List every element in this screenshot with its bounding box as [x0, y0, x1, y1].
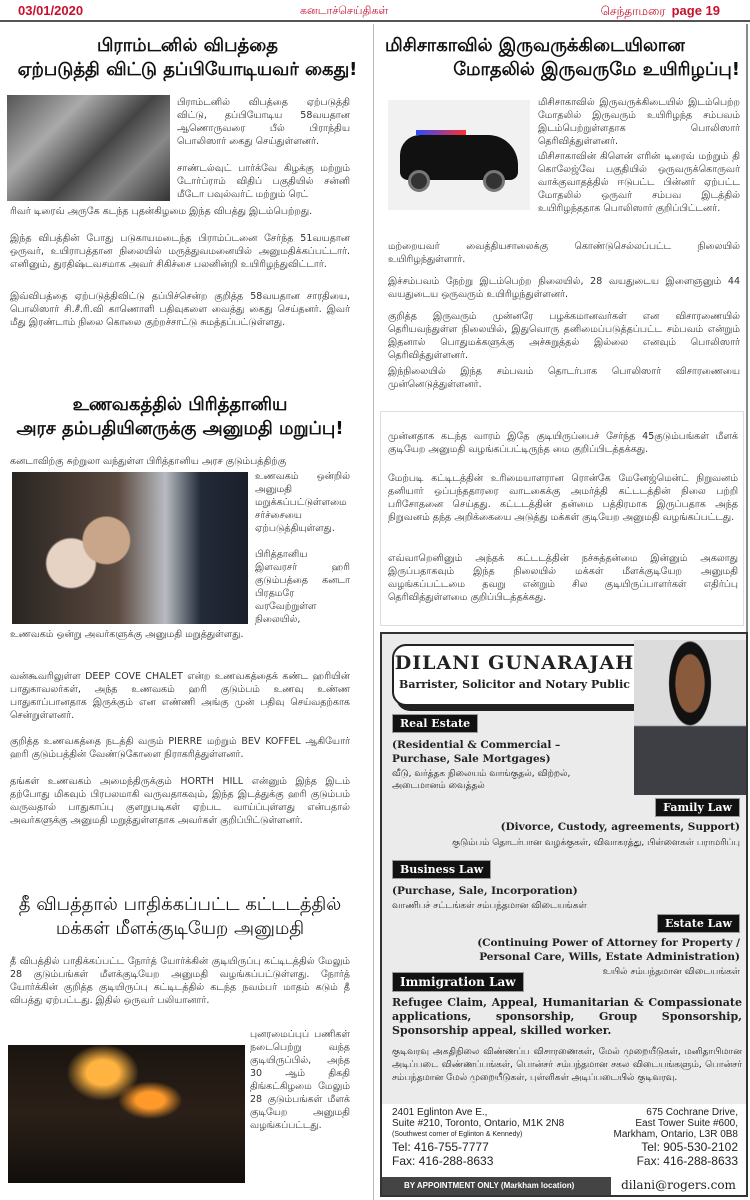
office-address: 2401 Eglinton Ave E., [392, 1107, 488, 1118]
service-desc-tamil: வாணிபச் சட்டங்கள் சம்பந்தமான விடையங்கள் [392, 901, 587, 911]
article-text: இவ்விபத்தை ஏற்படுத்திவிட்டு தப்பிச்சென்ற குறித்த 58வயதான சாரதியை, பொலிஸார் சி.சீ.ரி.வி காணொளி பதிவுகளை வைத்து கைது செய்தனர். இவர் மீது இரண்டாம் நிலை கொலை குற்றச்சாட்டு சுமத்தப்பட்டுள்ளது. [10, 291, 350, 328]
appointment-note: BY APPOINTMENT ONLY (Markham location) [404, 1181, 575, 1190]
article-text: உணவகம் ஒன்று அவர்களுக்கு அனுமதி மறுத்துள்ளது. [10, 629, 244, 640]
headline-brampton: பிராம்டனில் விபத்தை ஏற்படுத்தி விட்டு தப்பியோடியவர் கைது! [17, 35, 358, 80]
right-border [746, 24, 748, 634]
service-desc-tamil: குடிவரவு அகதிநிலை விண்ணப்ப விசாரணைகள், மேல் முறையீடுகள், மனிதாபிமான அடிப்படை விண்ணப்பங்கள், பொன்சர் சம்பந்தமான சகல விடையங்களும், பொன்சர் சம்பந்தமான மேல் முறையீடுகள், புள்ளிகள் அடிப்படையில் குடிவரவு. [392, 1047, 742, 1083]
article-text: தங்கள் உணவகம் அமைந்திருக்கும் HORTH HILL என்னும் இந்த இடம் தற்போது மிகவும் பிரபலமாகி வருவதாகவும், இந்த இடத்துக்கு ஹரி குடும்பம் வருவதால் பாதுகாப்பு குளறுபடிகள் ஏற்பட வாய்ப்புள்ளது என்பதால் அவர்களுக்கு அனுமதி மறுத்துள்ளதாக அவர்கள் குறிப்பிட்டுள்ளனர். [10, 776, 350, 826]
article-text: பிரித்தானிய இளவரசர் ஹரி குடும்பத்தை கனடா பிரதமரே வரவேற்றுள்ள நிலையில், [255, 549, 350, 625]
office-address: (Southwest corner of Eglinton & Kennedy) [392, 1131, 523, 1138]
ad-nameplate [392, 644, 637, 706]
office-phone: Tel: 416-755-7777 [392, 1140, 489, 1154]
article-text: குறித்த இருவரும் முன்னரே பழக்கமானவர்கள் என விசாரணையில் தெரியவந்துள்ள நிலையில், இதுவொரு தனிமைப்படுத்தப்பட்ட சம்பவம் என்றும் இதனால் பொதுமக்களுக்கு அச்சுறுத்தல் இல்லை எனவும் பொலிஸார் தெரிவித்துள்ளனர். [388, 311, 740, 361]
tag-estate-law: Estate Law [657, 914, 740, 933]
article-text: மேற்படி கட்டிடத்தின் உரிமையாளரான ரொன்கே மேனேஜ்மென்ட் நிறுவனம் தனியார் ஒப்பந்ததாரரை வாடகைக்கு அமர்த்தி கட்டடத்தின் நிலை பற்றி பரிசோதனை செய்தது. கட்டடத்தின் தன்மை பத்திரமாக இருப்பதாக அந்த நிறுவனம் தந்த அறிக்கையை அடுத்து மக்கள் குடியேற அனுமதி வழங்கப்பட்டது. [388, 473, 738, 523]
service-desc: Refugee Claim, Appeal, Humanitarian & Compassionate applications, sponsorship, Group Sponsorship, Sponsorship appeal, skilled worker. [392, 996, 742, 1037]
ad-contact-footer [382, 1104, 746, 1177]
article-text: மிசிசாகாவின் கிளென் எரின் டிரைவ் மற்றும் தி கொலேஜ்வே பகுதியில் ஒருவருக்கொருவர் வாக்குவாதத்தில் ஈடுபட்ட பின்னர் ஏற்பட்ட மோதலில் ஒருவர் சம்பவ இடத்தில் உயிரிழந்ததாக பொலிஸார் குறிப்பிட்டனர். [538, 151, 740, 214]
article-text: பிராம்டனில் விபத்தை ஏற்படுத்தி விட்டு, தப்பியோடிய 58வயதான ஆணொருவரை பீல் பிராந்திய பொலிஸார் கைது செய்துள்ளனர். [177, 97, 350, 147]
fire-article-continued [380, 411, 744, 626]
article-text: குறித்த உணவகத்தை நடத்தி வரும் PIERRE மற்றும் BEV KOFFEL ஆகியோர் ஹரி குடும்பத்தின் வேண்டுகோளை நிராகரித்துள்ளனர். [10, 736, 350, 760]
paper-name: செந்தாமரை [600, 4, 666, 18]
service-desc: (Purchase, Sale, Incorporation) [392, 885, 578, 897]
article-text: உணவகம் ஒன்றில் அனுமதி மறுக்கப்பட்டுள்ளமை சர்ச்சையை ஏற்படுத்தியுள்ளது. [255, 471, 350, 534]
article-text: இச்சம்பவம் நேற்று இடம்பெற்ற நிலையில், 28 வயதுடைய இளைஞனும் 44 வயதுடைய ஒருவரும் உயிரிழந்துள்ளனர். [388, 276, 740, 300]
office-address: Suite #210, Toronto, Ontario, M1K 2N8 [392, 1118, 565, 1129]
article-text: எவ்வாறெனினும் அந்தக் கட்டடத்தின் நச்சுத்தன்மை இன்னும் அகலாது இருப்பதாகவும் இந்த நிலையில் மக்கள் மீளக்குடியேற அனுமதி வழங்கப்பட்டமை தவறு என்றும் சில குடியிருப்பாளர்கள் எதிர்ப்பு தெரிவித்துள்ளமை குறிப்பிடத்தக்கது. [388, 553, 738, 603]
headline-mississauga: மிசிசாகாவில் இருவருக்கிடையிலான மோதலில் இருவருமே உயிரிழப்பு! [385, 35, 740, 80]
office-fax: Fax: 416-288-8633 [392, 1154, 494, 1168]
tag-real-estate: Real Estate [392, 714, 478, 733]
service-desc-tamil: வீடு, வர்த்தக நிலையம் வாங்குதல், விற்றல், அடைமானம் வைத்தல் [392, 769, 571, 791]
office-address: 675 Cochrane Drive, [646, 1107, 738, 1118]
article-text: முன்னதாக கடந்த வாரம் இதே குடியிருப்பைச் சேர்ந்த 45குடும்பங்கள் மீளக் குடியேற அனுமதி வழங்கப்பட்டிருந்த மை குறிப்பிடத்தக்கது. [388, 431, 738, 455]
tag-immigration-law: Immigration Law [392, 972, 524, 992]
article-text: மிசிசாகாவில் இருவருக்கிடையில் இடம்பெற்ற மோதலில் இருவரும் உயிரிழந்த சம்பவம் இடம்பெற்றுள்ளதாக பொலிஸார் தெரிவித்துள்ளனர். [538, 97, 740, 147]
column-divider [373, 24, 374, 1200]
headline-fire: தீ விபத்தால் பாதிக்கப்பட்ட கட்டடத்தில் மக்கள் மீளக்குடியேற அனுமதி [18, 894, 342, 939]
email-address[interactable]: dilani@rogers.com [611, 1177, 746, 1195]
article-text: வன்கூவரிலுள்ள DEEP COVE CHALET என்ற உணவகத்தைக் கண்ட ஹரியின் பாதுகாவலர்கள், அந்த உணவகம் ஹரி குடும்பம் உணவு உண்ண பாதுகாப்பானதாக இருக்கும் என எண்ணி அங்கு முன் பதிவு செய்வதற்காக சென்றுள்ளனர். [10, 671, 350, 721]
service-desc: (Divorce, Custody, agreements, Support) [500, 821, 740, 833]
article-text: இந்நிலையில் இந்த சம்பவம் தொடர்பாக பொலிஸார் விசாரணையை முன்னெடுத்துள்ளனர். [388, 366, 740, 390]
article-text: ரிவர் டிரைவ் அருகே கடந்த புதன்கிழமை இந்த விபத்து இடம்பெற்றது. [10, 206, 313, 217]
article-text: இந்த விபத்தின் போது படுகாயமடைந்த பிராம்ப்டனை சேர்ந்த 51வயதான ஒருவர், உயிராபத்தான நிலையில் மருத்துவமனையில் அனுமதிக்கப்பட்டார். எனினும், துரதிஷ்டவசமாக அவர் சிகிச்சை பலனின்றி உயிரிழந்துவிட்டார். [10, 233, 350, 270]
article-text: சாண்டல்வுட் பார்க்வே கிழக்கு மற்றும் டோர்ப்ராம் விதிப் பகுதியில் சன்னி மீடோ பவுல்வர்ட் மற்றும் ரெட் [177, 163, 350, 200]
royal-family-photo [12, 472, 248, 624]
issue-date: 03/01/2020 [18, 3, 84, 18]
office-fax: Fax: 416-288-8633 [636, 1154, 738, 1168]
office-address: East Tower Suite #600, [635, 1118, 738, 1129]
police-car-photo [388, 100, 530, 210]
article-text: கனடாவிற்கு சுற்றுலா வந்துள்ள பிரித்தானிய அரச குடும்பத்திற்கு [10, 456, 287, 467]
page-number: page 19 [671, 3, 720, 18]
service-desc: (Continuing Power of Attorney for Property / Personal Care, Wills, Estate Administration) [477, 937, 740, 963]
lawyer-title: Barrister, Solicitor and Notary Public [399, 678, 630, 691]
office-address: Markham, Ontario, L3R 0B8 [613, 1129, 738, 1140]
office-phone: Tel: 905-530-2102 [641, 1140, 738, 1154]
page-header [0, 0, 750, 22]
article-text: புனரமைப்புப் பணிகள் நடைபெற்று வந்த குடியிருப்பில், அந்த 30 ஆம் திகதி திங்கட்கிழமை மேலும் 28 குடும்பங்கள் மீளக் குடியேற அனுமதி வழங்கப்பட்டது. [250, 1029, 350, 1131]
appointment-bar [382, 1177, 746, 1195]
service-desc-tamil: உயில் சம்பந்தமான விடையங்கள் [602, 967, 740, 977]
page-label [601, 3, 720, 20]
service-desc-tamil: குடும்பம் தொடர்பான வழக்குகள், விவாகரத்து, பிள்ளைகள் பராமரிப்பு [452, 838, 740, 848]
lawyer-portrait-photo [634, 640, 746, 795]
cctv-accident-photo [7, 95, 170, 201]
article-text: தீ விபத்தில் பாதிக்கப்பட்ட நோர்த் யோர்க்கின் குடியிருப்பு கட்டிடத்தில் மேலும் 28 குடும்பங்கள் மீளக்குடியேற அனுமதி வழங்கப்பட்டுள்ளது. நோர்த் யோர்க்கின் குறித்த குடியிருப்பு கட்டிடத்தில் கடந்த நவம்பர் மாதம் கடும் தீ விபத்து ஏற்பட்டது. இதில் ஒருவர் பலியானார். [10, 956, 350, 1006]
lawyer-advertisement [380, 632, 748, 1197]
section-title: கனடாச்செய்திகள் [300, 4, 389, 17]
service-desc: (Residential & Commercial – Purchase, Sale Mortgages) [392, 739, 561, 765]
building-fire-photo [8, 1045, 245, 1183]
article-text: மற்றையவர் வைத்தியசாலைக்கு கொண்டுசெல்லப்பட்ட நிலையில் உயிரிழந்துள்ளார். [388, 241, 740, 265]
headline-royals: உணவகத்தில் பிரித்தானிய அரச தம்பதியினருக்கு அனுமதி மறுப்பு! [16, 394, 344, 439]
tag-family-law: Family Law [655, 798, 740, 817]
tag-business-law: Business Law [392, 860, 491, 879]
lawyer-name: DILANI GUNARAJAH [394, 652, 635, 674]
